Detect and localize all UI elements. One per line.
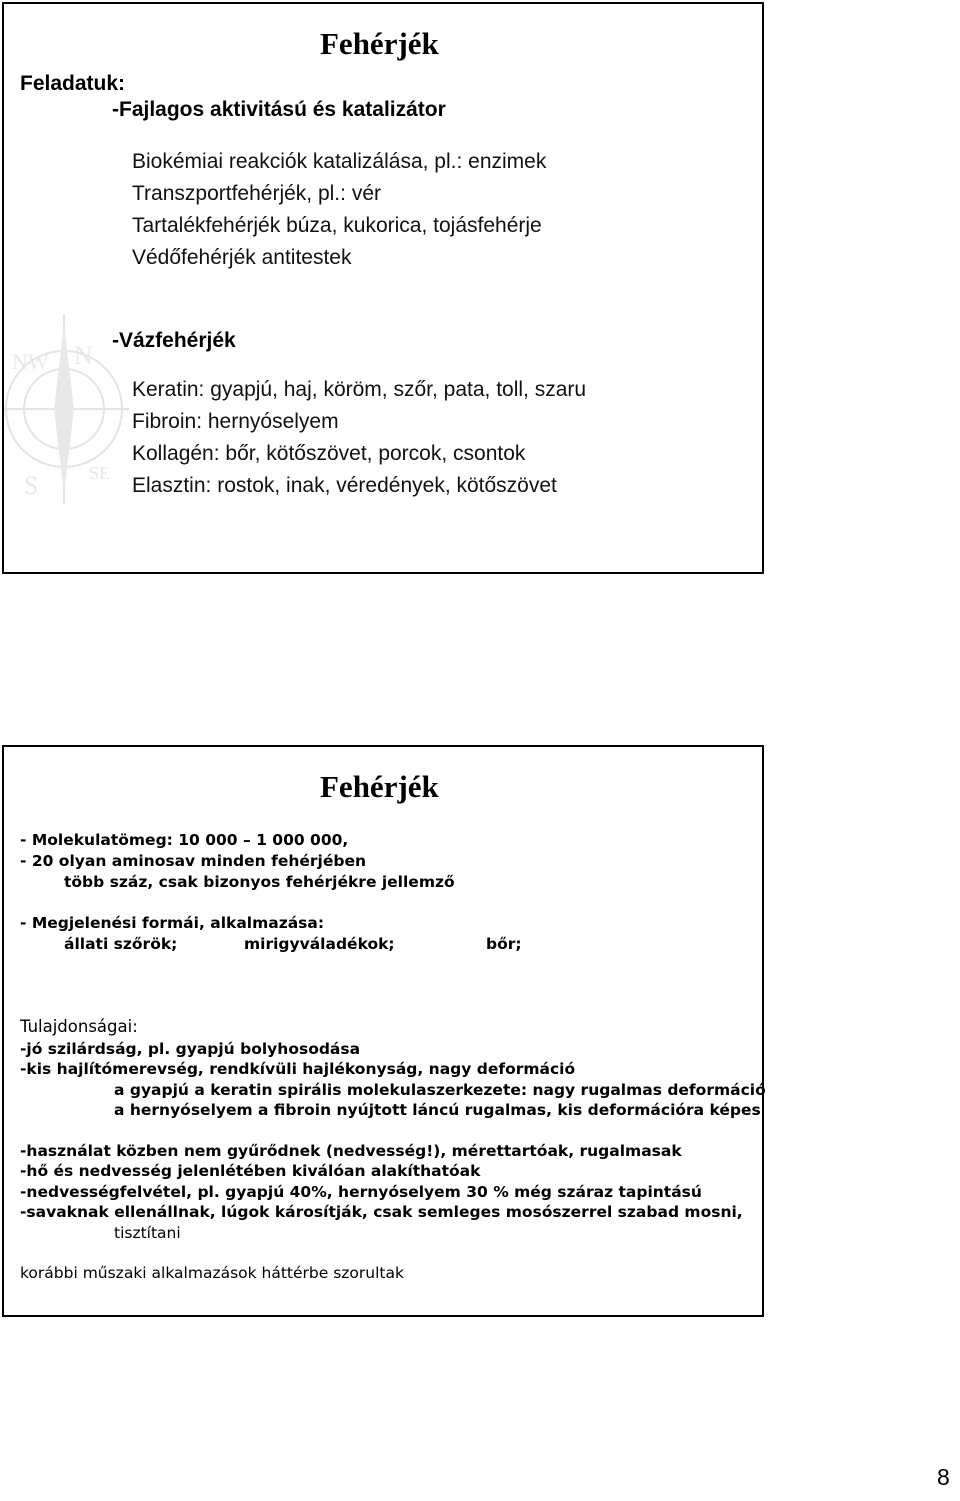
- property-item: -jó szilárdság, pl. gyapjú bolyhosodása: [20, 1040, 361, 1058]
- property-item: -használat közben nem gyűrődnek (nedvesség!), mérettartóak, rugalmasak: [20, 1142, 682, 1160]
- properties-heading: Tulajdonságai:: [20, 1017, 138, 1036]
- function-item: Védőfehérjék antitestek: [132, 246, 352, 269]
- amino-acids-sub: több száz, csak bizonyos fehérjékre jellemző: [64, 873, 455, 891]
- forms-heading: - Megjelenési formái, alkalmazása:: [20, 914, 325, 932]
- svg-text:NW: NW: [12, 349, 49, 374]
- slide-title: Fehérjék: [320, 769, 439, 804]
- page-number: 8: [937, 1464, 950, 1490]
- structural-item: Elasztin: rostok, inak, véredények, kötőszövet: [132, 474, 557, 497]
- property-item: a gyapjú a keratin spirális molekulaszerkezete: nagy rugalmas deformáció: [114, 1081, 766, 1099]
- structural-heading: -Vázfehérjék: [112, 329, 236, 352]
- function-item: Tartalékfehérjék búza, kukorica, tojásfehérje: [132, 214, 542, 237]
- property-item: -savaknak ellenállnak, lúgok károsítják, csak semleges mosószerrel szabad mosni,: [20, 1203, 743, 1221]
- slide-1: [2, 2, 764, 574]
- footer-note: korábbi műszaki alkalmazások háttérbe szorultak: [20, 1264, 404, 1282]
- function-item: Transzportfehérjék, pl.: vér: [132, 182, 381, 205]
- svg-text:N: N: [74, 341, 93, 370]
- structural-item: Keratin: gyapjú, haj, köröm, szőr, pata, toll, szaru: [132, 378, 587, 401]
- property-item: -nedvességfelvétel, pl. gyapjú 40%, hernyóselyem 30 % még száraz tapintású: [20, 1183, 702, 1201]
- form-item: mirigyváladékok;: [244, 935, 395, 953]
- slide-2: [2, 745, 764, 1317]
- property-item: tisztítani: [114, 1224, 181, 1242]
- tasks-heading: Feladatuk:: [20, 72, 126, 95]
- property-item: -hő és nedvesség jelenlétében kiválóan alakíthatóak: [20, 1162, 481, 1180]
- svg-text:S: S: [24, 471, 39, 500]
- form-item: állati szőrök;: [64, 935, 178, 953]
- molecular-weight: - Molekulatömeg: 10 000 – 1 000 000,: [20, 831, 349, 849]
- structural-item: Fibroin: hernyóselyem: [132, 410, 339, 433]
- activity-line: -Fajlagos aktivitású és katalizátor: [112, 98, 446, 121]
- function-item: Biokémiai reakciók katalizálása, pl.: enzimek: [132, 150, 547, 173]
- slide-title: Fehérjék: [320, 26, 439, 61]
- amino-acids: - 20 olyan aminosav minden fehérjében: [20, 852, 366, 870]
- form-item: bőr;: [486, 935, 522, 953]
- svg-text:SE: SE: [89, 463, 111, 483]
- property-item: a hernyóselyem a fibroin nyújtott láncú rugalmas, kis deformációra képes: [114, 1101, 761, 1119]
- structural-item: Kollagén: bőr, kötőszövet, porcok, csontok: [132, 442, 526, 465]
- property-item: -kis hajlítómerevség, rendkívüli hajlékonyság, nagy deformáció: [20, 1060, 576, 1078]
